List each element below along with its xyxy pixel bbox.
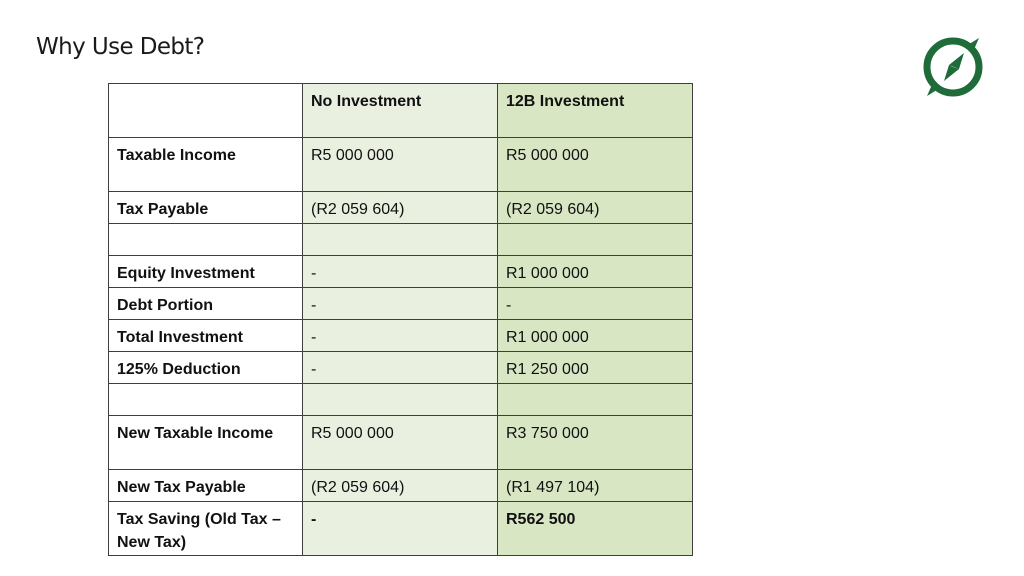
table-row [109,192,693,224]
row-label: Total Investment [109,320,303,352]
header-no-investment: No Investment [303,84,498,138]
investment-cell: R5 000 000 [498,138,693,192]
investment-cell [498,224,693,256]
row-label: Tax Payable [109,192,303,224]
tax-saving-cell: R562 500 [498,502,693,556]
compass-logo-icon [922,36,984,98]
slide-title: Why Use Debt? [36,34,205,60]
no-investment-cell: - [303,320,498,352]
row-label: Tax Saving (Old Tax – New Tax) [109,502,303,556]
investment-cell [498,384,693,416]
table-row [109,320,693,352]
table-header-row [109,84,693,138]
header-12b-investment: 12B Investment [498,84,693,138]
row-label [109,224,303,256]
table-row-total [109,502,693,556]
no-investment-cell: R5 000 000 [303,416,498,470]
investment-cell: R3 750 000 [498,416,693,470]
investment-cell: R1 250 000 [498,352,693,384]
table-row [109,470,693,502]
header-corner [109,84,303,138]
row-label: Debt Portion [109,288,303,320]
row-label: 125% Deduction [109,352,303,384]
table-row [109,256,693,288]
table-row [109,288,693,320]
investment-cell: - [498,288,693,320]
tax-comparison-table [108,83,693,556]
no-investment-cell: (R2 059 604) [303,470,498,502]
no-investment-cell: (R2 059 604) [303,192,498,224]
no-investment-cell: - [303,352,498,384]
table-row-spacer [109,384,693,416]
row-label: Taxable Income [109,138,303,192]
investment-cell: R1 000 000 [498,256,693,288]
investment-cell: (R1 497 104) [498,470,693,502]
investment-cell: R1 000 000 [498,320,693,352]
no-investment-cell: R5 000 000 [303,138,498,192]
row-label: New Taxable Income [109,416,303,470]
row-label: New Tax Payable [109,470,303,502]
table-row [109,138,693,192]
table-row [109,416,693,470]
table-row [109,352,693,384]
no-investment-cell: - [303,288,498,320]
row-label [109,384,303,416]
no-investment-cell [303,224,498,256]
no-investment-cell: - [303,256,498,288]
no-investment-cell [303,384,498,416]
row-label: Equity Investment [109,256,303,288]
table-row-spacer [109,224,693,256]
investment-cell: (R2 059 604) [498,192,693,224]
no-investment-cell: - [303,502,498,556]
